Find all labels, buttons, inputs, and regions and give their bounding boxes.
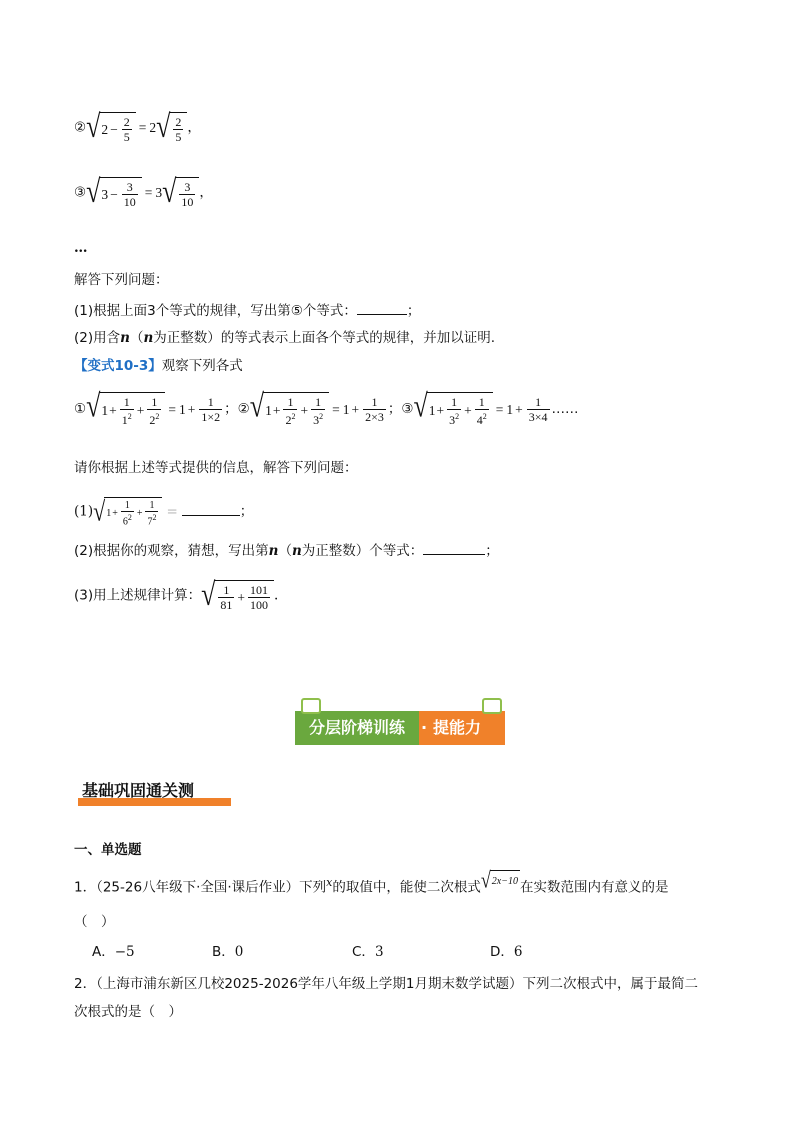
clip-icon <box>482 698 502 714</box>
banner-left-text: 分层阶梯训练 <box>309 718 406 737</box>
variant-question-3: (3)用上述规律计算： √ $\frac{1}{81}$ + $\frac{101}{100}$ . <box>74 576 279 613</box>
single-choice-heading: 一、单选题 <box>74 842 142 858</box>
banner-dot: · <box>421 718 428 737</box>
section-title: 基础巩固通关测 <box>82 781 195 800</box>
equation-2: ② √ 2 − $\frac{2}{5}$ = 2 √ $\frac{2}{5}$ ， <box>74 108 201 145</box>
variant-example: ① √ 1 + $\frac{1}{1^2}$ + $\frac{1}{2^2}$ = 1 + $\frac{1}{1\times 2}$ ； <box>74 387 238 427</box>
ellipsis: … <box>74 240 88 256</box>
question-1: 1．（25-26八年级下·全国·课后作业）下列$^x$的取值中，能使二次根式 √ 2x−10 在实数范围内有意义的是 <box>74 867 669 896</box>
option-b[interactable]: B．0 <box>212 944 244 960</box>
question-2-cont: 次根式的是（ ） <box>74 1004 182 1020</box>
banner-right-text: 提能力 <box>433 718 482 737</box>
problem-question-1: (1)根据上面3个等式的规律，写出第⑤个等式： ； <box>74 300 420 321</box>
problem-question-2: (2)用含n（n为正整数）的等式表示上面各个等式的规律，并加以证明. <box>74 330 496 346</box>
clip-icon <box>301 698 321 714</box>
equation-marker: ③ <box>74 184 87 201</box>
option-a[interactable]: A．−5 <box>92 944 135 960</box>
question-2: 2．（上海市浦东新区几校2025-2026学年八年级上学期1月期末数学试题）下列二次根式中，属于最简二 <box>74 976 699 992</box>
section-banner <box>295 711 505 745</box>
problem-intro: 解答下列问题： <box>74 272 169 288</box>
variant-question-2: (2)根据你的观察，猜想，写出第n（n为正整数）个等式： ； <box>74 540 499 561</box>
variant-tag: 【变式10-3】 <box>74 358 162 374</box>
variant-examples <box>74 387 579 427</box>
variant-question-1: (1) √ 1 + $\frac{1}{6^2}$ + $\frac{1}{7^2}$ = ； <box>74 495 254 528</box>
question-1-paren: （ ） <box>74 914 115 930</box>
answer-blank[interactable] <box>182 501 240 516</box>
variant-heading: 【变式10-3】观察下列各式 <box>74 358 243 374</box>
answer-blank[interactable] <box>357 300 407 315</box>
variant-example: ② √ 1 + $\frac{1}{2^2}$ + $\frac{1}{3^2}$ = 1 + $\frac{1}{2\times 3}$ ； <box>237 387 402 427</box>
option-d[interactable]: D．6 <box>490 944 523 960</box>
variant-example: ③ √ 1 + $\frac{1}{3^2}$ + $\frac{1}{4^2}$ = 1 + $\frac{1}{3\times 4}$ …… <box>401 387 579 427</box>
equation-3: ③ √ 3 − $\frac{3}{10}$ = 3 √ $\frac{3}{10}$ ， <box>74 173 213 210</box>
option-c[interactable]: C．3 <box>352 944 384 960</box>
answer-blank[interactable] <box>423 540 485 555</box>
equation-marker: ② <box>74 119 87 136</box>
variant-hint: 请你根据上述等式提供的信息，解答下列问题： <box>74 460 358 476</box>
